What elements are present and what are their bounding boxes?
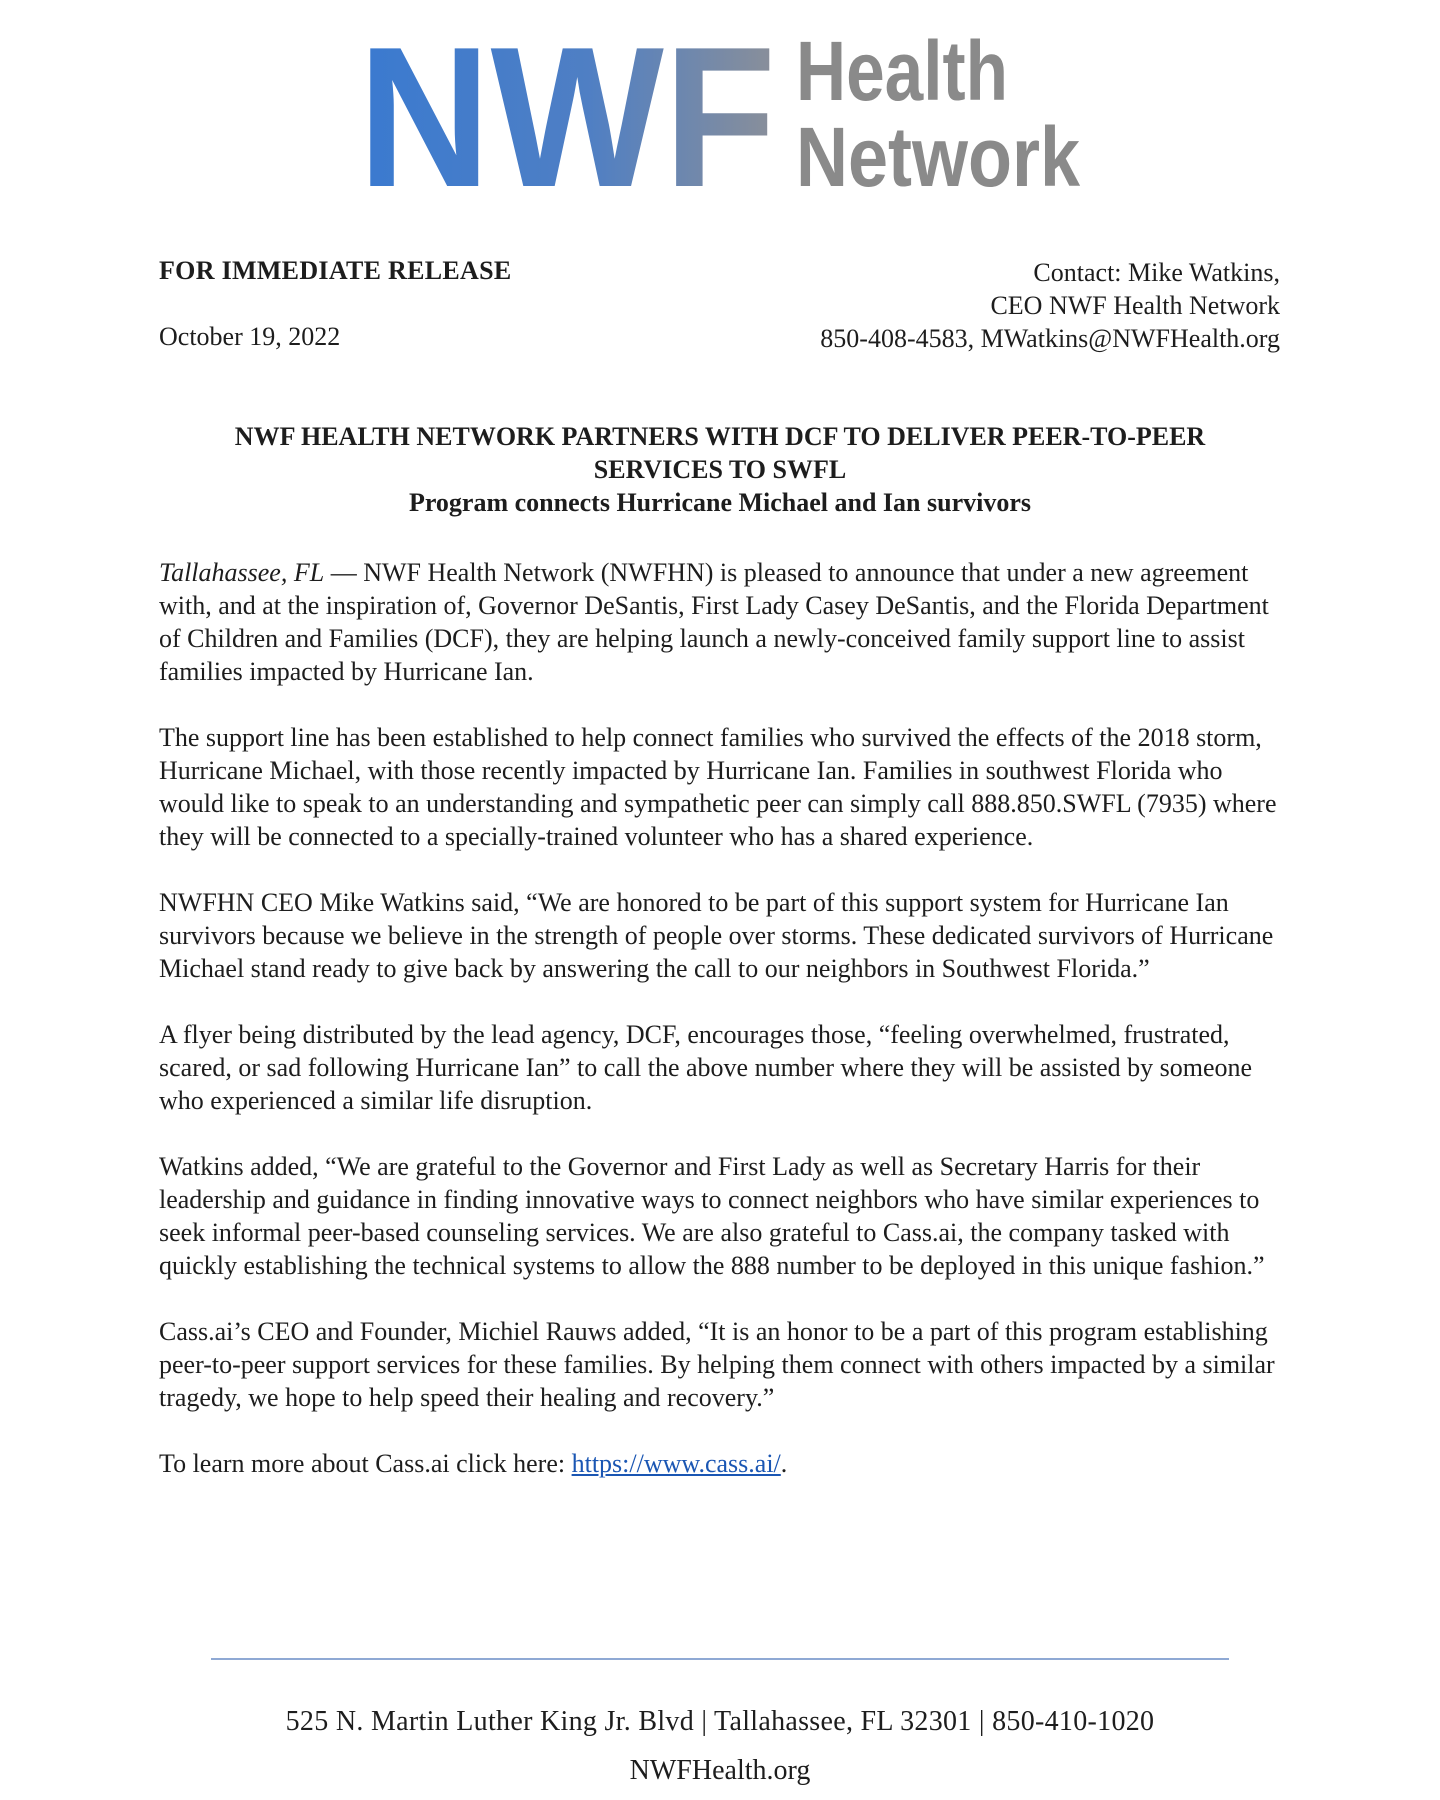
release-date: October 19, 2022 bbox=[159, 322, 341, 351]
release-label: FOR IMMEDIATE RELEASE bbox=[159, 256, 512, 285]
logo-word-network: Network bbox=[796, 110, 1081, 204]
paragraph-flyer: A flyer being distributed by the lead agency, DCF, encourages those, “feeling overwhelmed, frustrated, scared, or sad following Hurricane Ian” to call the above number where they will be assisted by someone who experienced a similar life disruption. bbox=[159, 1020, 1253, 1115]
learn-more-period: . bbox=[780, 1449, 788, 1478]
footer-address: 525 N. Martin Luther King Jr. Blvd | Tallahassee, FL 32301 | 850-410-1020 bbox=[285, 1706, 1155, 1737]
paragraph-ceo-quote: NWFHN CEO Mike Watkins said, “We are honored to be part of this support system for Hurricane Ian survivors because we believe in the strength of people over storms. These dedicated survivors of Hurricane Michael stand ready to give back by answering the call to our neighbors in Southwest Florida.” bbox=[159, 888, 1274, 983]
learn-more-text: To learn more about Cass.ai click here: bbox=[159, 1449, 572, 1478]
contact-line-title: CEO NWF Health Network bbox=[990, 291, 1280, 320]
nwf-health-network-logo bbox=[358, 6, 1082, 229]
footer-divider bbox=[211, 1658, 1229, 1660]
logo-word-health: Health bbox=[796, 24, 1008, 118]
contact-line-phone-email: 850-408-4583, MWatkins@NWFHealth.org bbox=[820, 324, 1280, 353]
paragraph-intro-text: — NWF Health Network (NWFHN) is pleased to announce that under a new agreement with, and at the inspiration of, Governor DeSantis, First Lady Casey DeSantis, and the Florida Department of Children and Families (DCF), they are helping launch a newly-conceived family support line to assist families impacted by Hurricane Ian. bbox=[159, 558, 1269, 686]
footer-website: NWFHealth.org bbox=[629, 1755, 811, 1786]
paragraph-cass-quote: Cass.ai’s CEO and Founder, Michiel Rauws added, “It is an honor to be a part of this program establishing peer-to-peer support services for these families. By helping them connect with others impacted by a similar tragedy, we hope to help speed their healing and recovery.” bbox=[159, 1317, 1275, 1412]
paragraph-intro bbox=[159, 556, 1289, 688]
headline-block bbox=[140, 420, 1300, 519]
dateline: Tallahassee, FL bbox=[159, 558, 325, 587]
headline-title-line-2: SERVICES TO SWFL bbox=[593, 455, 847, 484]
paragraph-support-line: The support line has been established to help connect families who survived the effects of the 2018 storm, Hurricane Michael, with those recently impacted by Hurricane Ian. Families in southwest Florida who would like to speak to an understanding and sympathetic peer can simply call 888.850.SWFL (7935) where they will be connected to a specially-trained volunteer who has a shared experience. bbox=[159, 723, 1277, 851]
contact-line-name: Contact: Mike Watkins, bbox=[1033, 258, 1280, 287]
contact-block bbox=[820, 256, 1280, 355]
press-release-body bbox=[159, 556, 1289, 1513]
logo-mark-text: NWF bbox=[358, 6, 776, 229]
paragraph-learn-more bbox=[159, 1447, 1289, 1480]
headline-subtitle: Program connects Hurricane Michael and Ian survivors bbox=[408, 488, 1032, 517]
cass-ai-link[interactable]: https://www.cass.ai/ bbox=[571, 1449, 781, 1478]
paragraph-watkins-quote: Watkins added, “We are grateful to the Governor and First Lady as well as Secretary Harris for their leadership and guidance in finding innovative ways to connect neighbors who have similar experiences to seek informal peer-based counseling services. We are also grateful to Cass.ai, the company tasked with quickly establishing the technical systems to allow the 888 number to be deployed in this unique fashion.” bbox=[159, 1152, 1265, 1280]
headline-title-line-1: NWF HEALTH NETWORK PARTNERS WITH DCF TO DELIVER PEER-TO-PEER bbox=[234, 422, 1206, 451]
